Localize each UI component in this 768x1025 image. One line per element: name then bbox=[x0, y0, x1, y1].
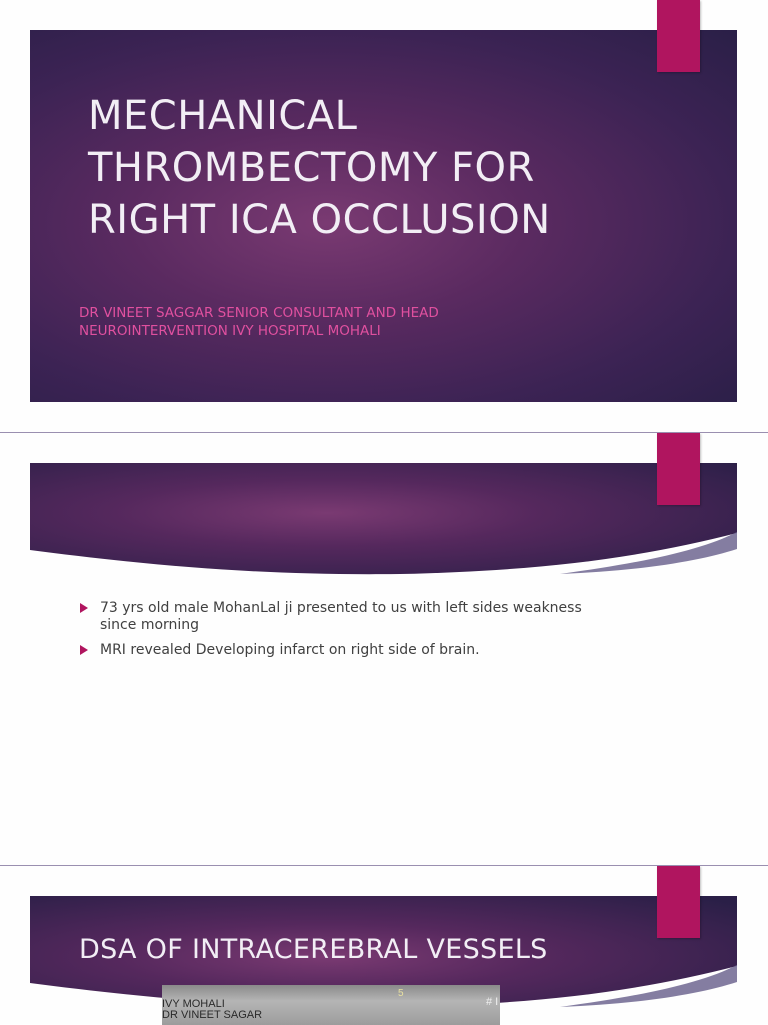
accent-tab bbox=[657, 433, 700, 505]
subtitle-line: NEUROINTERVENTION IVY HOSPITAL MOHALI bbox=[79, 323, 381, 339]
triangle-arrow-right-icon bbox=[80, 645, 88, 655]
bullet-text: since morning bbox=[100, 617, 200, 633]
bullet-text: 73 yrs old male MohanLal ji presented to us with left sides weakness bbox=[100, 600, 582, 616]
bullet-item bbox=[78, 642, 618, 659]
header-wave-banner bbox=[0, 433, 768, 583]
subtitle-line: DR VINEET SAGGAR SENIOR CONSULTANT AND HEAD bbox=[79, 305, 439, 321]
angiography-image bbox=[162, 985, 500, 1025]
accent-tab bbox=[657, 0, 700, 72]
slide-subtitle bbox=[79, 304, 599, 340]
bullet-list bbox=[78, 600, 618, 667]
image-overlay-mark: 5 bbox=[398, 988, 404, 999]
accent-tab bbox=[657, 866, 700, 938]
bullet-text: MRI revealed Developing infarct on right side of brain. bbox=[100, 642, 480, 658]
title-line: THROMBECTOMY FOR bbox=[88, 145, 535, 191]
slide-title: DSA OF INTRACEREBRAL VESSELS bbox=[79, 934, 548, 965]
image-overlay-text: IVY MOHALI bbox=[162, 998, 225, 1010]
title-line: RIGHT ICA OCCLUSION bbox=[88, 197, 551, 243]
bullet-item bbox=[78, 600, 618, 634]
slide-1 bbox=[0, 0, 768, 432]
title-line: MECHANICAL bbox=[88, 93, 358, 139]
image-overlay-text: DR VINEET SAGAR bbox=[162, 1009, 263, 1021]
slide-2 bbox=[0, 433, 768, 865]
image-overlay-text: # I bbox=[486, 996, 499, 1008]
triangle-arrow-right-icon bbox=[80, 603, 88, 613]
slide-title bbox=[88, 90, 688, 246]
